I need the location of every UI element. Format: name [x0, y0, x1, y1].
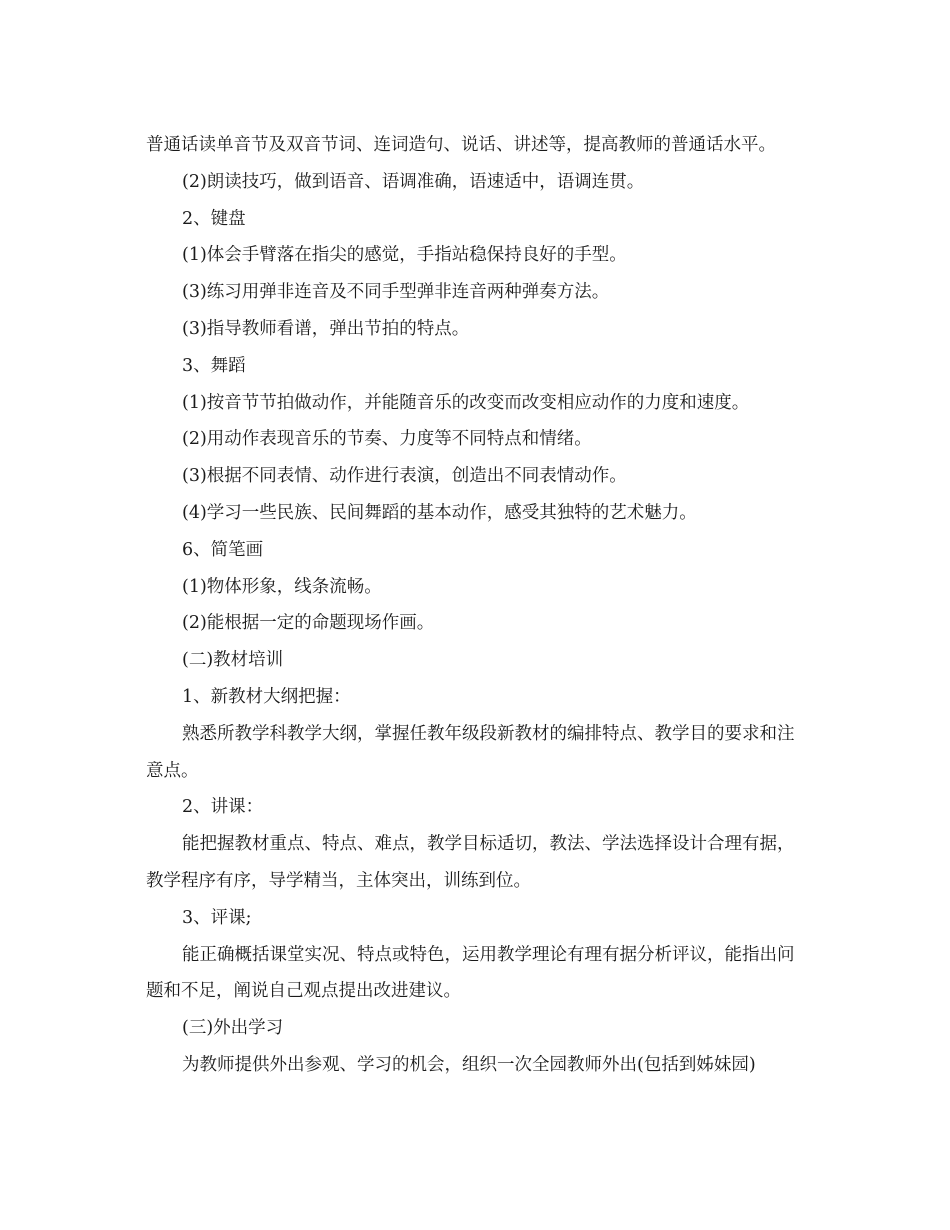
paragraph: (3)根据不同表情、动作进行表演，创造出不同表情动作。: [182, 466, 627, 487]
section-heading: 2、键盘: [182, 208, 246, 229]
section-heading: 2、讲课：: [182, 797, 264, 818]
paragraph: (2)能根据一定的命题现场作画。: [182, 613, 435, 634]
section-heading: (二)教材培训: [182, 650, 284, 671]
document-body: [146, 127, 806, 1084]
section-heading: 6、简笔画: [182, 539, 264, 560]
paragraph: 熟悉所教学科教学大纲，掌握任教年级段新教材的编排特点、教学目的要求和注意点。: [146, 723, 795, 781]
section-heading: (三)外出学习: [182, 1018, 284, 1039]
paragraph: (3)练习用弹非连音及不同手型弹非连音两种弹奏方法。: [182, 282, 610, 303]
paragraph: (3)指导教师看谱，弹出节拍的特点。: [182, 318, 470, 339]
section-heading: 3、舞蹈: [182, 355, 246, 376]
paragraph: 能把握教材重点、特点、难点，教学目标适切，教法、学法选择设计合理有据，教学程序有序，导学精当，主体突出，训练到位。: [146, 834, 795, 891]
paragraph: (1)物体形象，线条流畅。: [182, 576, 382, 597]
paragraph: (4)学习一些民族、民间舞蹈的基本动作，感受其独特的艺术魅力。: [182, 502, 697, 523]
paragraph: 普通话读单音节及双音节词、连词造句、说话、讲述等，提高教师的普通话水平。: [146, 135, 776, 155]
paragraph: (2)用动作表现音乐的节奏、力度等不同特点和情绪。: [182, 429, 592, 450]
section-heading: 1、新教材大纲把握：: [182, 686, 351, 707]
paragraph: (1)体会手臂落在指尖的感觉，手指站稳保持良好的手型。: [182, 245, 627, 266]
paragraph: (1)按音节节拍做动作，并能随音乐的改变而改变相应动作的力度和速度。: [182, 392, 750, 413]
paragraph: (2)朗读技巧，做到语音、语调准确，语速适中，语调连贯。: [182, 171, 645, 192]
section-heading: 3、评课;: [182, 907, 252, 928]
paragraph: 能正确概括课堂实况、特点或特色，运用教学理论有理有据分析评议，能指出问题和不足，阐说自己观点提出改进建议。: [146, 944, 795, 1002]
paragraph: 为教师提供外出参观、学习的机会，组织一次全园教师外出(包括到姊妹园): [182, 1054, 756, 1075]
